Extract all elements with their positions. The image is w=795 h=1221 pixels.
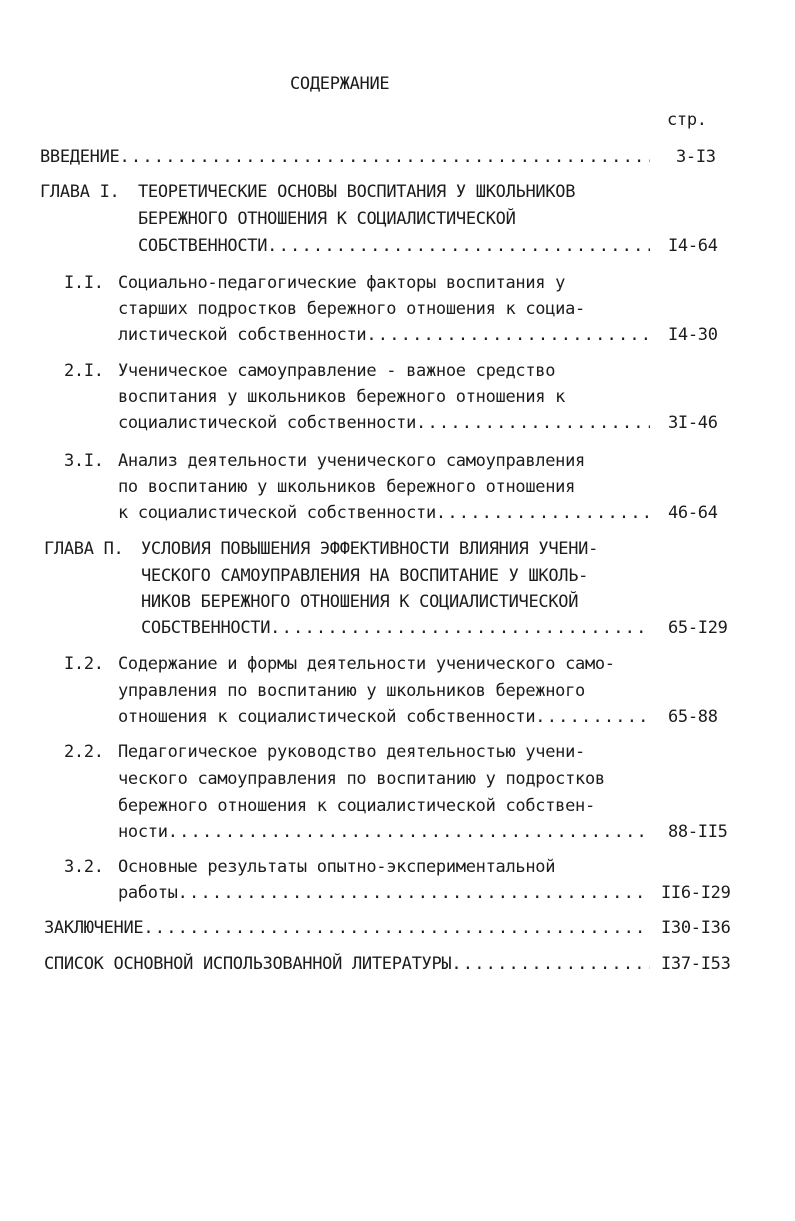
- toc-entry-text: НИКОВ БЕРЕЖНОГО ОТНОШЕНИЯ К СОЦИАЛИСТИЧЕСКОЙ: [141, 592, 579, 612]
- toc-entry-text: социалистической собственности: [118, 413, 417, 433]
- dot-leader: [119, 147, 650, 167]
- page-title: СОДЕРЖАНИЕ: [290, 74, 390, 94]
- toc-entry-s22-last: [118, 822, 650, 842]
- toc-entry-s32-last: [118, 883, 650, 903]
- toc-entry-conclusion: [44, 918, 650, 938]
- toc-entry-s11-last: [118, 325, 650, 345]
- toc-entry-text: СПИСОК ОСНОВНОЙ ИСПОЛЬЗОВАННОЙ ЛИТЕРАТУРЫ: [44, 954, 452, 974]
- dot-leader: [270, 618, 650, 638]
- toc-entry-ch1-last: [138, 236, 650, 256]
- toc-entry-text: бережного отношения к социалистической собствен-: [118, 796, 595, 816]
- chapter-label: ГЛАВА I.: [40, 182, 120, 202]
- section-number: 3.I.: [64, 451, 104, 471]
- chapter-label: ГЛАВА П.: [44, 539, 124, 559]
- toc-entry-text: листической собственности: [118, 325, 367, 345]
- toc-entry-text: УСЛОВИЯ ПОВЫШЕНИЯ ЭФФЕКТИВНОСТИ ВЛИЯНИЯ УЧЕНИ-: [141, 539, 599, 559]
- dot-leader: [535, 707, 650, 727]
- toc-entry-text: ЗАКЛЮЧЕНИЕ: [44, 918, 144, 938]
- toc-entry-text: работы: [118, 883, 178, 903]
- toc-entry-text: Педагогическое руководство деятельностью учени-: [118, 742, 585, 762]
- page-range: I30-I36: [661, 918, 731, 938]
- page-range: 88-II5: [668, 822, 728, 842]
- toc-entry-s12-last: [118, 707, 650, 727]
- toc-entry-text: СОБСТВЕННОСТИ: [141, 618, 271, 638]
- page-range: 65-88: [668, 707, 718, 727]
- toc-entry-s21-last: [118, 413, 650, 433]
- section-number: 2.2.: [64, 742, 104, 762]
- toc-entry-text: Содержание и формы деятельности ученического само-: [118, 654, 615, 674]
- toc-entry-s31-last: [118, 503, 650, 523]
- dot-leader: [178, 883, 650, 903]
- page-range: II6-I29: [661, 883, 731, 903]
- toc-entry-text: Социально-педагогические факторы воспитания у: [118, 273, 566, 293]
- page-range: 46-64: [668, 503, 718, 523]
- toc-entry-text: ТЕОРЕТИЧЕСКИЕ ОСНОВЫ ВОСПИТАНИЯ У ШКОЛЬНИКОВ: [138, 182, 576, 202]
- section-number: 2.I.: [64, 361, 104, 381]
- toc-entry-text: по воспитанию у школьников бережного отношения: [118, 477, 576, 497]
- toc-entry-text: управления по воспитанию у школьников бережного: [118, 681, 585, 701]
- page-range: 3I-46: [668, 413, 718, 433]
- section-number: I.2.: [64, 654, 104, 674]
- page-range: 65-I29: [668, 618, 728, 638]
- section-number: I.I.: [64, 273, 104, 293]
- toc-entry-text: Анализ деятельности ученического самоуправления: [118, 451, 585, 471]
- toc-entry-text: Основные результаты опытно-экспериментальной: [118, 857, 556, 877]
- toc-entry-text: СОБСТВЕННОСТИ: [138, 236, 268, 256]
- toc-entry-text: старших подростков бережного отношения к социа-: [118, 299, 585, 319]
- dot-leader: [168, 822, 650, 842]
- toc-entry-ch2-last: [141, 618, 650, 638]
- dot-leader: [267, 236, 650, 256]
- toc-entry-text: ческого самоуправления по воспитанию у подростков: [118, 769, 605, 789]
- toc-entry-intro: [40, 147, 650, 167]
- toc-entry-text: Ученическое самоуправление - важное средство: [118, 361, 556, 381]
- page-range: I4-64: [668, 236, 718, 256]
- toc-entry-text: к социалистической собственности: [118, 503, 436, 523]
- page-range: I4-30: [668, 325, 718, 345]
- dot-leader: [366, 325, 650, 345]
- page-range: I37-I53: [661, 954, 731, 974]
- toc-entry-text: ЧЕСКОГО САМОУПРАВЛЕНИЯ НА ВОСПИТАНИЕ У ШКОЛЬ-: [141, 566, 589, 586]
- toc-entry-text: БЕРЕЖНОГО ОТНОШЕНИЯ К СОЦИАЛИСТИЧЕСКОЙ: [138, 209, 516, 229]
- toc-entry-text: ности: [118, 822, 168, 842]
- dot-leader: [416, 413, 650, 433]
- toc-entry-text: отношения к социалистической собственности: [118, 707, 536, 727]
- dot-leader: [143, 918, 650, 938]
- page-range: 3-I3: [676, 147, 716, 167]
- section-number: 3.2.: [64, 857, 104, 877]
- dot-leader: [451, 954, 650, 974]
- toc-entry-text: воспитания у школьников бережного отношения к: [118, 387, 566, 407]
- toc-entry-literature: [44, 954, 650, 974]
- page-column-header: стр.: [667, 110, 707, 130]
- dot-leader: [436, 503, 650, 523]
- toc-entry-text: ВВЕДЕНИЕ: [40, 147, 120, 167]
